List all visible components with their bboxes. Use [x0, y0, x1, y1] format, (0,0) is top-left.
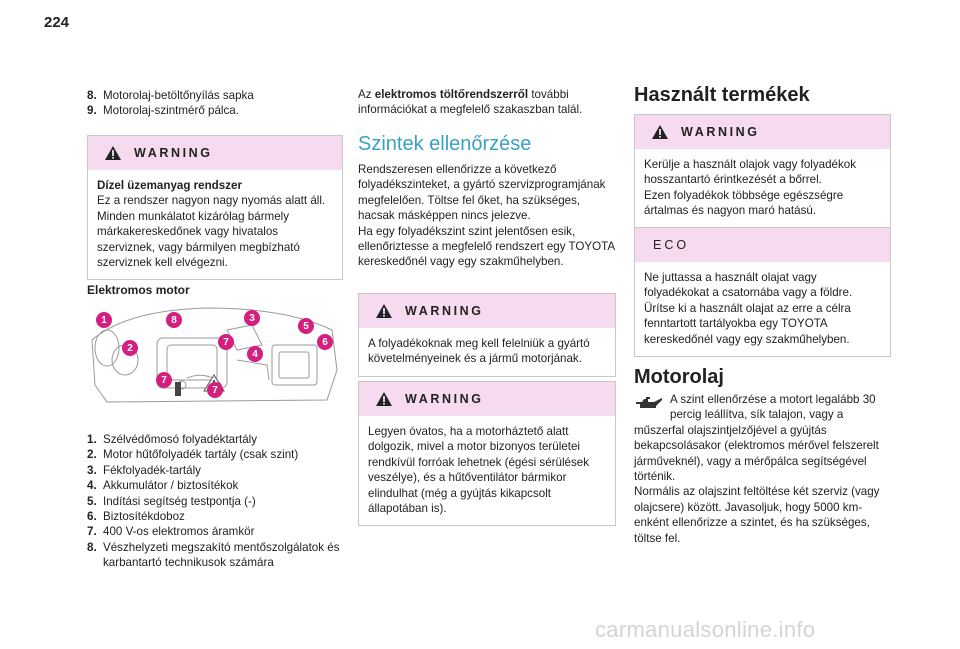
warning-label: WARNING: [681, 125, 760, 139]
callout-3: 3: [244, 310, 260, 326]
list-item: 1. Szélvédőmosó folyadéktartály: [87, 433, 258, 446]
warning-label: WARNING: [405, 392, 484, 406]
legend-list: [87, 432, 342, 571]
list-item: 3. Fékfolyadék-tartály: [87, 463, 201, 477]
list-item: 8. Vészhelyzeti megszakító mentőszolgálatok és karbantartó technikusok számára: [87, 540, 340, 570]
intro-paragraph: Az elektromos töltőrendszerről további információkat a megfelelő szakaszban talál.: [358, 88, 583, 117]
warning-text: Ez a rendszer nagyon nagy nyomás alatt áll. Minden munkálatot kizárólag bármely márkakereskedőnek vagy hivatalos szerviznek, vagy bármilyen megbízható szerviznek kell elvégezni.: [97, 194, 326, 270]
list-item: 9. Motorolaj-szintmérő pálca.: [87, 104, 239, 118]
section-heading: Szintek ellenőrzése: [358, 133, 532, 155]
eco-box: [634, 227, 891, 357]
warning-header: [635, 115, 890, 149]
warning-box-fluids: [358, 293, 616, 377]
oil-paragraph-1: A szint ellenőrzése a motort legalább 30 percig leállítva, sík talajon, vagy a műszerfal olajszintjelzőjével a gyújtás bekapcsolásakor (elektromos mérővel felszerelt járműveknél), vagy a mérőpálca segítségével történik. Normális az olajszint feltöltése két szerviz (vagy olajcsere) között. Javasoljuk, hogy 5000 km-enként ellenőrizze a szintet, és ha szükséges, töltse fel.: [634, 393, 880, 545]
warning-label: WARNING: [405, 304, 484, 318]
warning-header: [359, 382, 615, 416]
warning-box-diesel: [87, 135, 343, 280]
section-heading-oil: Motorolaj: [634, 366, 724, 388]
list-item: 4. Akkumulátor / biztosítékok: [87, 479, 239, 493]
list-item: 6. Biztosítékdoboz: [87, 510, 185, 524]
warning-body: A folyadékoknak meg kell felelniük a gyártó követelményeinek és a jármű motorjának.: [368, 337, 590, 366]
callout-7: 7: [207, 382, 223, 398]
levels-paragraph: Rendszeresen ellenőrizze a következő folyadékszinteket, a gyártó szervizprogramjának megfelelően. Töltse fel őket, ha szükséges, hacsak másképpen nincs jelezve. Ha egy folyadékszint szint jelentősen esik, ellenőriztesse a megfelelő rendszert egy TOYOTA kereskedőnél vagy egy szakműhelyben.: [358, 163, 615, 269]
page-number: 224: [44, 14, 70, 31]
section-heading: Használt termékek: [634, 84, 810, 106]
callout-8: 8: [166, 312, 182, 328]
section-title: Elektromos motor: [87, 283, 190, 297]
list-item: 8. Motorolaj-betöltőnyílás sapka: [87, 89, 254, 102]
warning-body: Legyen óvatos, ha a motorháztető alatt dolgozik, mivel a motor bizonyos területei rendkívül forróak lehetnek (égési sérülések veszélye), és a hűtőventilátor bármikor elindulhat (még a gyújtás kikapcsolt állapotában is).: [368, 425, 590, 516]
callout-5: 5: [298, 318, 314, 334]
warning-label: WARNING: [134, 146, 213, 160]
warning-header: [88, 136, 342, 170]
callout-4: 4: [247, 346, 263, 362]
eco-body: Ne juttassa a használt olajat vagy folyadékokat a csatornába vagy a földre. Ürítse ki a használt olajat az erre a célra fenntartott tartályokba egy TOYOTA kereskedőnél vagy egy szakműhelyben.: [644, 271, 853, 346]
callout-6: 6: [317, 334, 333, 350]
top-list: [87, 88, 342, 119]
warning-body: Kerülje a használt olajok vagy folyadékok hosszantartó érintkezését a bőrrel. Ezen folyadékok többsége egészségre ártalmas és nagyon maró hatású.: [644, 158, 857, 218]
warning-triangle-icon: [651, 124, 669, 140]
callout-1: 1: [96, 312, 112, 328]
list-item: 2. Motor hűtőfolyadék tartály (csak szint): [87, 448, 299, 462]
warning-box-hot-engine: [358, 381, 616, 526]
watermark: carmanualsonline.info: [595, 617, 816, 642]
warning-body: [88, 170, 342, 279]
warning-triangle-icon: [375, 303, 393, 319]
list-item: 7. 400 V-os elektromos áramkör: [87, 525, 255, 539]
callout-7: 7: [218, 334, 234, 350]
callout-2: 2: [122, 340, 138, 356]
warning-triangle-icon: [375, 391, 393, 407]
warning-box-used-products: [634, 114, 891, 229]
list-item: 5. Indítási segítség testpontja (-): [87, 494, 256, 508]
warning-triangle-icon: [104, 145, 122, 161]
eco-header: [635, 228, 890, 262]
eco-label: ECO: [653, 238, 690, 252]
callout-7: 7: [156, 372, 172, 388]
warning-title: Dízel üzemanyag rendszer: [97, 179, 242, 192]
warning-header: [359, 294, 615, 328]
